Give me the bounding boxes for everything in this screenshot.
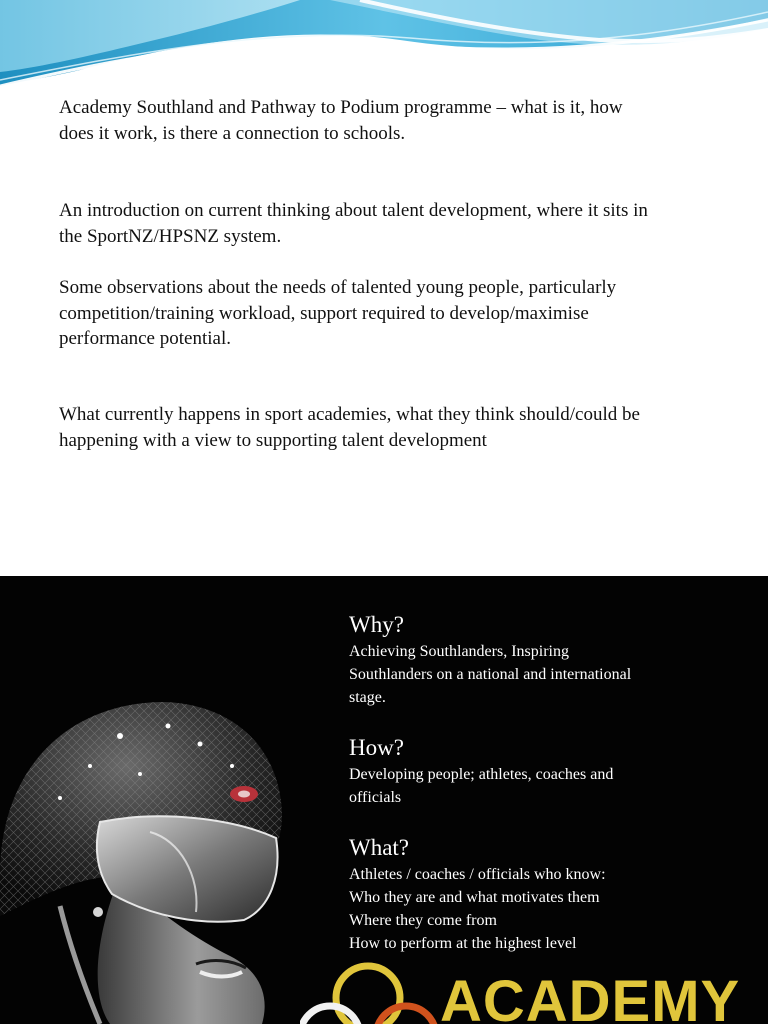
how-line: Developing people; athletes, coaches and bbox=[349, 766, 614, 783]
how-line: officials bbox=[349, 789, 402, 806]
why-text bbox=[349, 640, 749, 709]
slide-two bbox=[0, 576, 768, 1024]
intro-paragraph-talent: An introduction on current thinking about talent development, where it sits in the SportNZ/HPSNZ system. bbox=[59, 200, 648, 247]
what-line: How to perform at the highest level bbox=[349, 935, 577, 952]
intro-paragraph-academy: Academy Southland and Pathway to Podium programme – what is it, how does it work, is there a connection to schools. bbox=[59, 97, 623, 144]
what-line: Where they come from bbox=[349, 912, 497, 929]
what-line: Athletes / coaches / officials who know: bbox=[349, 866, 606, 883]
why-line: Achieving Southlanders, Inspiring bbox=[349, 643, 569, 660]
what-heading: What? bbox=[349, 835, 410, 860]
intro-paragraph-observations: Some observations about the needs of talented young people, particularly competition/training workload, support required to develop/maximise performance potential. bbox=[59, 277, 617, 349]
how-text bbox=[349, 763, 749, 809]
why-line: Southlanders on a national and international bbox=[349, 666, 632, 683]
academy-rings-logo-icon bbox=[300, 956, 440, 1024]
academy-logo-wordmark: ACADEMY bbox=[440, 969, 741, 1024]
cyclist-helmet-image bbox=[0, 576, 330, 1024]
what-line: Who they are and what motivates them bbox=[349, 889, 600, 906]
what-text bbox=[349, 863, 749, 955]
how-heading: How? bbox=[349, 735, 404, 760]
intro-paragraph-academies: What currently happens in sport academies, what they think should/could be happening with a view to supporting talent development bbox=[59, 404, 640, 451]
why-line: stage. bbox=[349, 689, 386, 706]
wave-header-decoration bbox=[0, 0, 768, 100]
why-heading: Why? bbox=[349, 612, 404, 637]
